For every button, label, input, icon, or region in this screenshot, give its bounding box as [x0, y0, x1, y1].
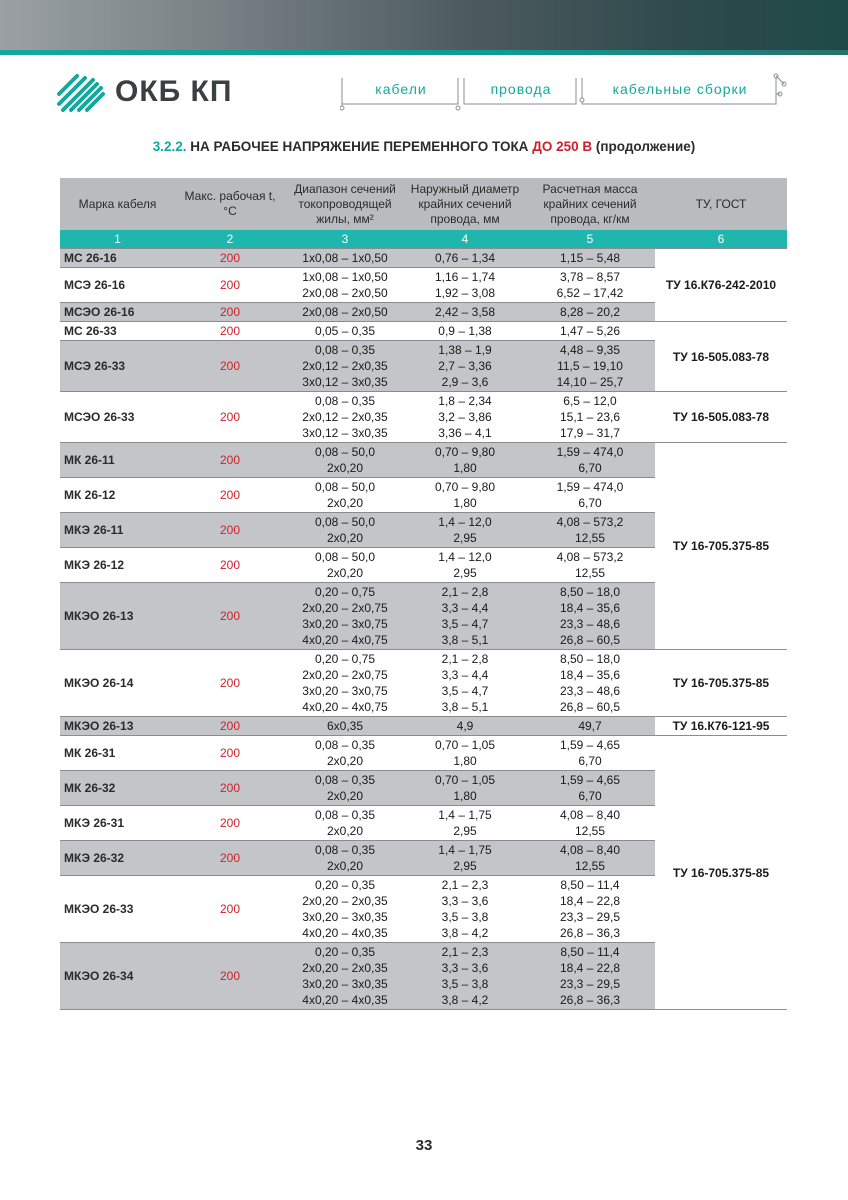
standard-spec: ТУ 16-705.375-85 — [655, 736, 787, 1010]
estimated-mass-line: 18,4 – 22,8 — [559, 961, 621, 975]
standard-spec: ТУ 16.К76-242-2010 — [655, 249, 787, 322]
section-range-line: 0,08 – 50,0 — [314, 445, 376, 459]
nav-cable-assemblies[interactable]: кабельные сборки — [612, 81, 748, 97]
outer-diameter — [405, 841, 525, 876]
outer-diameter-line: 4,9 — [456, 719, 474, 733]
header-sections-text: Диапазон сечений токопроводящей жилы, мм² — [294, 181, 396, 226]
section-range — [285, 322, 405, 341]
outer-diameter — [405, 478, 525, 513]
outer-diameter — [405, 513, 525, 548]
estimated-mass-line: 12,55 — [574, 566, 606, 580]
outer-diameter-line: 0,70 – 9,80 — [434, 445, 496, 459]
outer-diameter-line: 3,3 – 3,6 — [441, 894, 489, 908]
estimated-mass-line: 4,08 – 8,40 — [559, 843, 621, 857]
outer-diameter — [405, 771, 525, 806]
section-range-line: 0,08 – 0,35 — [314, 343, 376, 357]
outer-diameter — [405, 392, 525, 443]
estimated-mass-line: 12,55 — [574, 824, 606, 838]
section-range — [285, 341, 405, 392]
estimated-mass-line: 4,08 – 573,2 — [556, 550, 624, 564]
estimated-mass — [525, 392, 655, 443]
estimated-mass-line: 8,50 – 11,4 — [560, 878, 620, 892]
cable-mark: МКЭО 26-13 — [60, 717, 175, 736]
estimated-mass — [525, 717, 655, 736]
estimated-mass-line: 49,7 — [578, 719, 602, 733]
section-range-line: 2х0,12 – 2х0,35 — [302, 359, 388, 373]
section-range-line: 3х0,20 – 3х0,35 — [302, 910, 388, 924]
estimated-mass-line: 6,70 — [578, 461, 602, 475]
col-num-2: 2 — [175, 230, 285, 249]
estimated-mass-line: 23,3 – 29,5 — [559, 910, 621, 924]
estimated-mass-line: 1,59 – 474,0 — [556, 480, 624, 494]
outer-diameter — [405, 341, 525, 392]
estimated-mass — [525, 806, 655, 841]
header-mass: Расчетная масса крайних сечений провода, кг/км — [525, 178, 655, 230]
col-num-6: 6 — [655, 230, 787, 249]
outer-diameter-line: 1,8 – 2,34 — [438, 394, 492, 408]
cable-mark: МС 26-16 — [60, 249, 175, 268]
cable-mark: МКЭ 26-31 — [60, 806, 175, 841]
section-range — [285, 736, 405, 771]
outer-diameter-line: 3,8 – 4,2 — [441, 993, 489, 1007]
outer-diameter-line: 2,1 – 2,8 — [441, 585, 489, 599]
max-temp: 200 — [175, 771, 285, 806]
header-sections — [285, 178, 405, 230]
outer-diameter-line: 2,95 — [453, 859, 477, 873]
outer-diameter — [405, 876, 525, 943]
estimated-mass — [525, 876, 655, 943]
section-range-line: 0,08 – 0,35 — [314, 738, 376, 752]
section-range-line: 4х0,20 – 4х0,35 — [302, 993, 388, 1007]
estimated-mass-line: 8,28 – 20,2 — [559, 305, 621, 319]
section-range — [285, 771, 405, 806]
estimated-mass-line: 4,48 – 9,35 — [559, 343, 621, 357]
section-range — [285, 443, 405, 478]
outer-diameter-line: 3,5 – 3,8 — [441, 977, 489, 991]
section-range — [285, 478, 405, 513]
header-diameter: Наружный диаметр крайних сечений провода, мм — [405, 178, 525, 230]
estimated-mass-line: 1,47 – 5,26 — [559, 324, 621, 338]
estimated-mass — [525, 943, 655, 1010]
estimated-mass — [525, 650, 655, 717]
estimated-mass — [525, 341, 655, 392]
section-range-line: 1х0,08 – 1х0,50 — [302, 251, 388, 265]
section-range — [285, 876, 405, 943]
outer-diameter-line: 1,80 — [453, 789, 477, 803]
cable-mark: МСЭО 26-33 — [60, 392, 175, 443]
outer-diameter — [405, 650, 525, 717]
cable-mark: МКЭО 26-13 — [60, 583, 175, 650]
estimated-mass-line: 15,1 – 23,6 — [559, 410, 621, 424]
section-range-line: 0,20 – 0,75 — [314, 652, 376, 666]
outer-diameter-line: 3,3 – 3,6 — [441, 961, 489, 975]
estimated-mass-line: 18,4 – 22,8 — [559, 894, 621, 908]
estimated-mass — [525, 771, 655, 806]
outer-diameter-line: 2,95 — [453, 531, 477, 545]
section-range-line: 3х0,12 – 3х0,35 — [302, 375, 388, 389]
estimated-mass-line: 26,8 – 60,5 — [559, 633, 621, 647]
standard-spec: ТУ 16.К76-121-95 — [655, 717, 787, 736]
section-range-line: 0,08 – 0,35 — [314, 394, 376, 408]
estimated-mass-line: 26,8 – 60,5 — [559, 700, 621, 714]
standard-spec: ТУ 16-705.375-85 — [655, 443, 787, 650]
cable-mark: МКЭО 26-34 — [60, 943, 175, 1010]
outer-diameter-line: 2,42 – 3,58 — [434, 305, 496, 319]
section-range-line: 4х0,20 – 4х0,75 — [302, 633, 388, 647]
estimated-mass-line: 4,08 – 8,40 — [559, 808, 621, 822]
estimated-mass — [525, 548, 655, 583]
outer-diameter-line: 0,76 – 1,34 — [434, 251, 496, 265]
outer-diameter-line: 3,3 – 4,4 — [441, 668, 489, 682]
section-range — [285, 943, 405, 1010]
estimated-mass — [525, 736, 655, 771]
table-row — [60, 249, 787, 268]
max-temp: 200 — [175, 736, 285, 771]
table-row — [60, 443, 787, 478]
outer-diameter-line: 2,7 – 3,36 — [438, 359, 492, 373]
top-accent-line — [0, 50, 848, 55]
table-row — [60, 717, 787, 736]
cable-mark: МК 26-31 — [60, 736, 175, 771]
header-mark: Марка кабеля — [60, 178, 175, 230]
section-title — [0, 139, 848, 154]
cable-mark: МК 26-11 — [60, 443, 175, 478]
section-range-line: 6х0,35 — [326, 719, 364, 733]
max-temp: 200 — [175, 268, 285, 303]
section-range — [285, 249, 405, 268]
estimated-mass-line: 6,5 – 12,0 — [563, 394, 617, 408]
outer-diameter-line: 0,70 – 9,80 — [434, 480, 496, 494]
outer-diameter-line: 3,36 – 4,1 — [438, 426, 492, 440]
section-range-line: 0,20 – 0,35 — [314, 945, 376, 959]
estimated-mass-line: 6,52 – 17,42 — [556, 286, 624, 300]
estimated-mass-line: 1,15 – 5,48 — [559, 251, 621, 265]
outer-diameter-line: 1,16 – 1,74 — [434, 270, 496, 284]
cable-mark: МКЭ 26-12 — [60, 548, 175, 583]
section-range-line: 4х0,20 – 4х0,35 — [302, 926, 388, 940]
section-range — [285, 717, 405, 736]
estimated-mass — [525, 303, 655, 322]
estimated-mass-line: 8,50 – 18,0 — [559, 652, 621, 666]
estimated-mass-line: 6,70 — [578, 496, 602, 510]
table-row — [60, 736, 787, 771]
outer-diameter-line: 3,2 – 3,86 — [438, 410, 492, 424]
estimated-mass-line: 26,8 – 36,3 — [559, 926, 621, 940]
outer-diameter — [405, 583, 525, 650]
outer-diameter-line: 3,5 – 4,7 — [441, 684, 489, 698]
outer-diameter-line: 1,80 — [453, 496, 477, 510]
cable-mark: МСЭ 26-33 — [60, 341, 175, 392]
section-range-line: 0,20 – 0,35 — [314, 878, 376, 892]
brand-name: ОКБ КП — [115, 75, 233, 108]
outer-diameter-line: 3,3 – 4,4 — [441, 601, 489, 615]
estimated-mass — [525, 841, 655, 876]
section-range-line: 0,08 – 50,0 — [314, 480, 376, 494]
column-number-row — [60, 230, 787, 249]
section-title-main: НА РАБОЧЕЕ НАПРЯЖЕНИЕ ПЕРЕМЕННОГО ТОКА — [190, 139, 529, 154]
outer-diameter-line: 1,4 – 12,0 — [438, 515, 492, 529]
section-range — [285, 268, 405, 303]
max-temp: 200 — [175, 443, 285, 478]
cable-mark: МСЭО 26-16 — [60, 303, 175, 322]
outer-diameter-line: 1,38 – 1,9 — [438, 343, 492, 357]
section-range-line: 2х0,20 – 2х0,75 — [302, 601, 388, 615]
estimated-mass-line: 4,08 – 573,2 — [556, 515, 624, 529]
outer-diameter-line: 3,8 – 4,2 — [441, 926, 489, 940]
section-range-line: 1х0,08 – 1х0,50 — [302, 270, 388, 284]
section-range-line: 3х0,20 – 3х0,75 — [302, 617, 388, 631]
outer-diameter-line: 0,9 – 1,38 — [438, 324, 492, 338]
section-range-line: 0,05 – 0,35 — [314, 324, 376, 338]
section-range-line: 2х0,20 — [326, 754, 364, 768]
section-range-line: 4х0,20 – 4х0,75 — [302, 700, 388, 714]
outer-diameter-line: 1,92 – 3,08 — [434, 286, 496, 300]
estimated-mass-line: 23,3 – 48,6 — [559, 684, 621, 698]
max-temp: 200 — [175, 303, 285, 322]
section-range-line: 0,08 – 0,35 — [314, 808, 376, 822]
outer-diameter-line: 2,1 – 2,8 — [441, 652, 489, 666]
section-range-line: 2х0,20 — [326, 789, 364, 803]
estimated-mass-line: 1,59 – 4,65 — [559, 773, 621, 787]
outer-diameter-line: 2,95 — [453, 824, 477, 838]
outer-diameter-line: 1,80 — [453, 461, 477, 475]
section-range-line: 2х0,20 – 2х0,35 — [302, 894, 388, 908]
outer-diameter — [405, 268, 525, 303]
max-temp: 200 — [175, 876, 285, 943]
section-range-line: 2х0,20 — [326, 531, 364, 545]
section-range-line: 3х0,20 – 3х0,75 — [302, 684, 388, 698]
outer-diameter-line: 3,8 – 5,1 — [441, 633, 489, 647]
section-range-line: 2х0,20 – 2х0,35 — [302, 961, 388, 975]
max-temp: 200 — [175, 322, 285, 341]
max-temp: 200 — [175, 341, 285, 392]
max-temp: 200 — [175, 943, 285, 1010]
outer-diameter-line: 1,80 — [453, 754, 477, 768]
outer-diameter — [405, 249, 525, 268]
section-range-line: 3х0,20 – 3х0,35 — [302, 977, 388, 991]
cable-mark: МКЭ 26-11 — [60, 513, 175, 548]
max-temp: 200 — [175, 650, 285, 717]
max-temp: 200 — [175, 548, 285, 583]
table-row — [60, 322, 787, 341]
outer-diameter — [405, 303, 525, 322]
estimated-mass — [525, 322, 655, 341]
header-standard: ТУ, ГОСТ — [655, 178, 787, 230]
col-num-4: 4 — [405, 230, 525, 249]
outer-diameter — [405, 943, 525, 1010]
section-range-line: 0,08 – 50,0 — [314, 515, 376, 529]
section-range — [285, 392, 405, 443]
estimated-mass-line: 12,55 — [574, 531, 606, 545]
section-range-line: 2х0,12 – 2х0,35 — [302, 410, 388, 424]
cable-mark: МКЭО 26-33 — [60, 876, 175, 943]
cable-spec-table — [60, 178, 787, 1010]
section-range-line: 0,08 – 0,35 — [314, 843, 376, 857]
cable-mark: МК 26-32 — [60, 771, 175, 806]
section-range — [285, 841, 405, 876]
outer-diameter-line: 2,9 – 3,6 — [441, 375, 489, 389]
header-temp: Макс. рабочая t, °С — [175, 178, 285, 230]
max-temp: 200 — [175, 717, 285, 736]
section-range-line: 2х0,08 – 2х0,50 — [302, 286, 388, 300]
estimated-mass — [525, 249, 655, 268]
max-temp: 200 — [175, 392, 285, 443]
estimated-mass-line: 6,70 — [578, 754, 602, 768]
estimated-mass-line: 8,50 – 18,0 — [559, 585, 621, 599]
section-range-line: 2х0,20 — [326, 824, 364, 838]
outer-diameter — [405, 443, 525, 478]
outer-diameter-line: 0,70 – 1,05 — [434, 738, 496, 752]
estimated-mass-line: 17,9 – 31,7 — [559, 426, 621, 440]
section-range — [285, 650, 405, 717]
max-temp: 200 — [175, 478, 285, 513]
nav-cables[interactable]: кабели — [375, 81, 427, 97]
outer-diameter-line: 2,95 — [453, 566, 477, 580]
estimated-mass-line: 26,8 – 36,3 — [559, 993, 621, 1007]
cable-mark: МС 26-33 — [60, 322, 175, 341]
outer-diameter — [405, 548, 525, 583]
outer-diameter-line: 3,5 – 3,8 — [441, 910, 489, 924]
outer-diameter-line: 1,4 – 1,75 — [438, 808, 492, 822]
top-banner — [0, 0, 848, 50]
section-range-line: 2х0,20 – 2х0,75 — [302, 668, 388, 682]
table-header-row — [60, 178, 787, 230]
section-range — [285, 548, 405, 583]
standard-spec: ТУ 16-505.083-78 — [655, 392, 787, 443]
section-number: 3.2.2. — [152, 139, 187, 154]
cable-mark: МСЭ 26-16 — [60, 268, 175, 303]
outer-diameter-line: 3,5 – 4,7 — [441, 617, 489, 631]
outer-diameter-line: 1,4 – 12,0 — [438, 550, 492, 564]
max-temp: 200 — [175, 583, 285, 650]
outer-diameter-line: 0,70 – 1,05 — [434, 773, 496, 787]
max-temp: 200 — [175, 806, 285, 841]
col-num-1: 1 — [60, 230, 175, 249]
section-range-line: 0,08 – 50,0 — [314, 550, 376, 564]
outer-diameter — [405, 322, 525, 341]
section-range — [285, 806, 405, 841]
cable-mark: МКЭО 26-14 — [60, 650, 175, 717]
standard-spec: ТУ 16-505.083-78 — [655, 322, 787, 392]
max-temp: 200 — [175, 513, 285, 548]
estimated-mass-line: 18,4 – 35,6 — [559, 668, 621, 682]
cable-mark: МКЭ 26-32 — [60, 841, 175, 876]
col-num-3: 3 — [285, 230, 405, 249]
table-body — [60, 249, 787, 1010]
section-range-line: 2х0,08 – 2х0,50 — [302, 305, 388, 319]
estimated-mass-line: 14,10 – 25,7 — [556, 375, 624, 389]
section-range-line: 3х0,12 – 3х0,35 — [302, 426, 388, 440]
outer-diameter — [405, 806, 525, 841]
estimated-mass-line: 18,4 – 35,6 — [559, 601, 621, 615]
outer-diameter-line: 1,4 – 1,75 — [438, 843, 492, 857]
col-num-5: 5 — [525, 230, 655, 249]
estimated-mass-line: 6,70 — [578, 789, 602, 803]
outer-diameter — [405, 717, 525, 736]
section-range-line: 0,08 – 0,35 — [314, 773, 376, 787]
max-temp: 200 — [175, 841, 285, 876]
estimated-mass-line: 1,59 – 474,0 — [556, 445, 624, 459]
estimated-mass — [525, 268, 655, 303]
section-range-line: 2х0,20 — [326, 859, 364, 873]
estimated-mass — [525, 478, 655, 513]
estimated-mass-line: 3,78 – 8,57 — [559, 270, 621, 284]
cable-mark: МК 26-12 — [60, 478, 175, 513]
section-range-line: 2х0,20 — [326, 461, 364, 475]
section-range — [285, 303, 405, 322]
estimated-mass-line: 1,59 – 4,65 — [559, 738, 621, 752]
section-range — [285, 513, 405, 548]
section-range-line: 2х0,20 — [326, 496, 364, 510]
max-temp: 200 — [175, 249, 285, 268]
outer-diameter-line: 3,8 – 5,1 — [441, 700, 489, 714]
estimated-mass — [525, 513, 655, 548]
section-title-voltage: ДО 250 В — [532, 139, 593, 154]
estimated-mass-line: 23,3 – 29,5 — [559, 977, 621, 991]
nav-wires[interactable]: провода — [490, 81, 552, 97]
page-number: 33 — [415, 1137, 433, 1154]
section-range-line: 2х0,20 — [326, 566, 364, 580]
section-range-line: 0,20 – 0,75 — [314, 585, 376, 599]
estimated-mass-line: 12,55 — [574, 859, 606, 873]
outer-diameter — [405, 736, 525, 771]
table-row — [60, 392, 787, 443]
estimated-mass — [525, 443, 655, 478]
outer-diameter-line: 2,1 – 2,3 — [441, 878, 489, 892]
estimated-mass — [525, 583, 655, 650]
brand-logo[interactable] — [57, 72, 232, 112]
estimated-mass-line: 23,3 – 48,6 — [559, 617, 621, 631]
logo-stripes-icon — [57, 72, 107, 112]
section-title-continued: (продолжение) — [595, 139, 696, 154]
section-range — [285, 583, 405, 650]
standard-spec: ТУ 16-705.375-85 — [655, 650, 787, 717]
table-row — [60, 650, 787, 717]
estimated-mass-line: 8,50 – 11,4 — [560, 945, 620, 959]
estimated-mass-line: 11,5 – 19,10 — [557, 359, 623, 373]
outer-diameter-line: 2,1 – 2,3 — [441, 945, 489, 959]
